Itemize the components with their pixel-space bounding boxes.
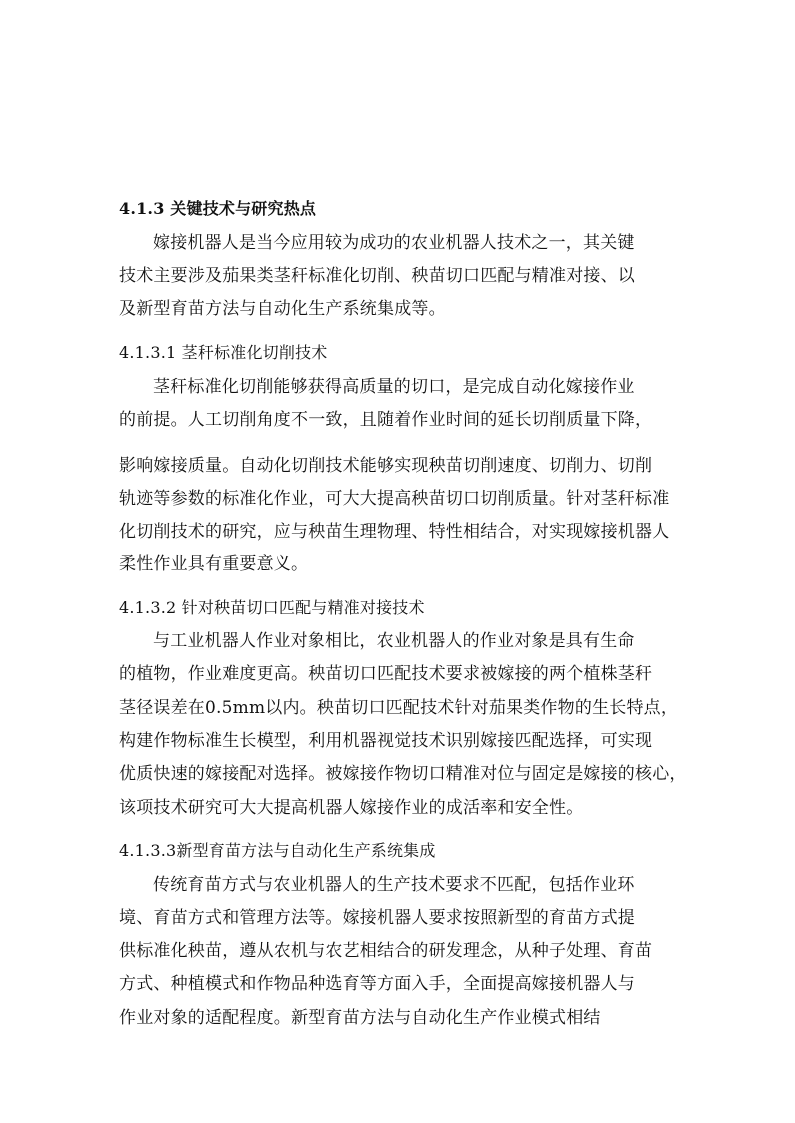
paragraph-line: 优质快速的嫁接配对选择。被嫁接作物切口精准对位与固定是嫁接的核心， (119, 764, 687, 784)
section-heading: 4.1.3 关键技术与研究热点 (119, 199, 317, 218)
paragraph-line: 茎秆标准化切削能够获得高质量的切口，是完成自动化嫁接作业 (153, 377, 635, 397)
paragraph-line: 技术主要涉及茄果类茎秆标准化切削、秧苗切口匹配与精准对接、以 (119, 266, 635, 286)
paragraph-line: 柔性作业具有重要意义。 (119, 554, 309, 574)
paragraph-line: 该项技术研究可大大提高机器人嫁接作业的成活率和安全性。 (119, 798, 584, 818)
paragraph-line: 作业对象的适配程度。新型育苗方法与自动化生产作业模式相结 (119, 1008, 601, 1028)
paragraph-line: 影响嫁接质量。自动化切削技术能够实现秧苗切削速度、切削力、切削 (119, 456, 653, 476)
paragraph-line: 嫁接机器人是当今应用较为成功的农业机器人技术之一，其关键 (153, 233, 635, 253)
paragraph-line: 境、育苗方式和管理方法等。嫁接机器人要求按照新型的育苗方式提 (119, 908, 635, 928)
paragraph-line: 茎径误差在0.5mm以内。秧苗切口匹配技术针对茄果类作物的生长特点， (119, 698, 679, 718)
paragraph-line: 轨迹等参数的标准化作业，可大大提高秧苗切口切削质量。针对茎秆标准 (119, 489, 670, 509)
paragraph-line: 传统育苗方式与农业机器人的生产技术要求不匹配，包括作业环 (153, 875, 635, 895)
paragraph-line: 供标准化秧苗，遵从农机与农艺相结合的研发理念，从种子处理、育苗 (119, 941, 653, 961)
paragraph-line: 的植物，作业难度更高。秧苗切口匹配技术要求被嫁接的两个植株茎秆 (119, 664, 653, 684)
paragraph-line: 与工业机器人作业对象相比，农业机器人的作业对象是具有生命 (153, 631, 635, 651)
paragraph-line: 方式、种植模式和作物品种选育等方面入手，全面提高嫁接机器人与 (119, 974, 635, 994)
subsection-heading: 4.1.3.2 针对秧苗切口匹配与精准对接技术 (119, 598, 425, 617)
paragraph-line: 化切削技术的研究，应与秧苗生理物理、特性相结合，对实现嫁接机器人 (119, 522, 670, 542)
paragraph-line: 及新型育苗方法与自动化生产系统集成等。 (119, 299, 446, 319)
paragraph-line: 的前提。人工切削角度不一致，且随着作业时间的延长切削质量下降， (119, 410, 653, 430)
subsection-heading: 4.1.3.3新型育苗方法与自动化生产系统集成 (119, 841, 436, 860)
paragraph-line: 构建作物标准生长模型，利用机器视觉技术识别嫁接匹配选择，可实现 (119, 731, 653, 751)
subsection-heading: 4.1.3.1 茎秆标准化切削技术 (119, 343, 328, 362)
